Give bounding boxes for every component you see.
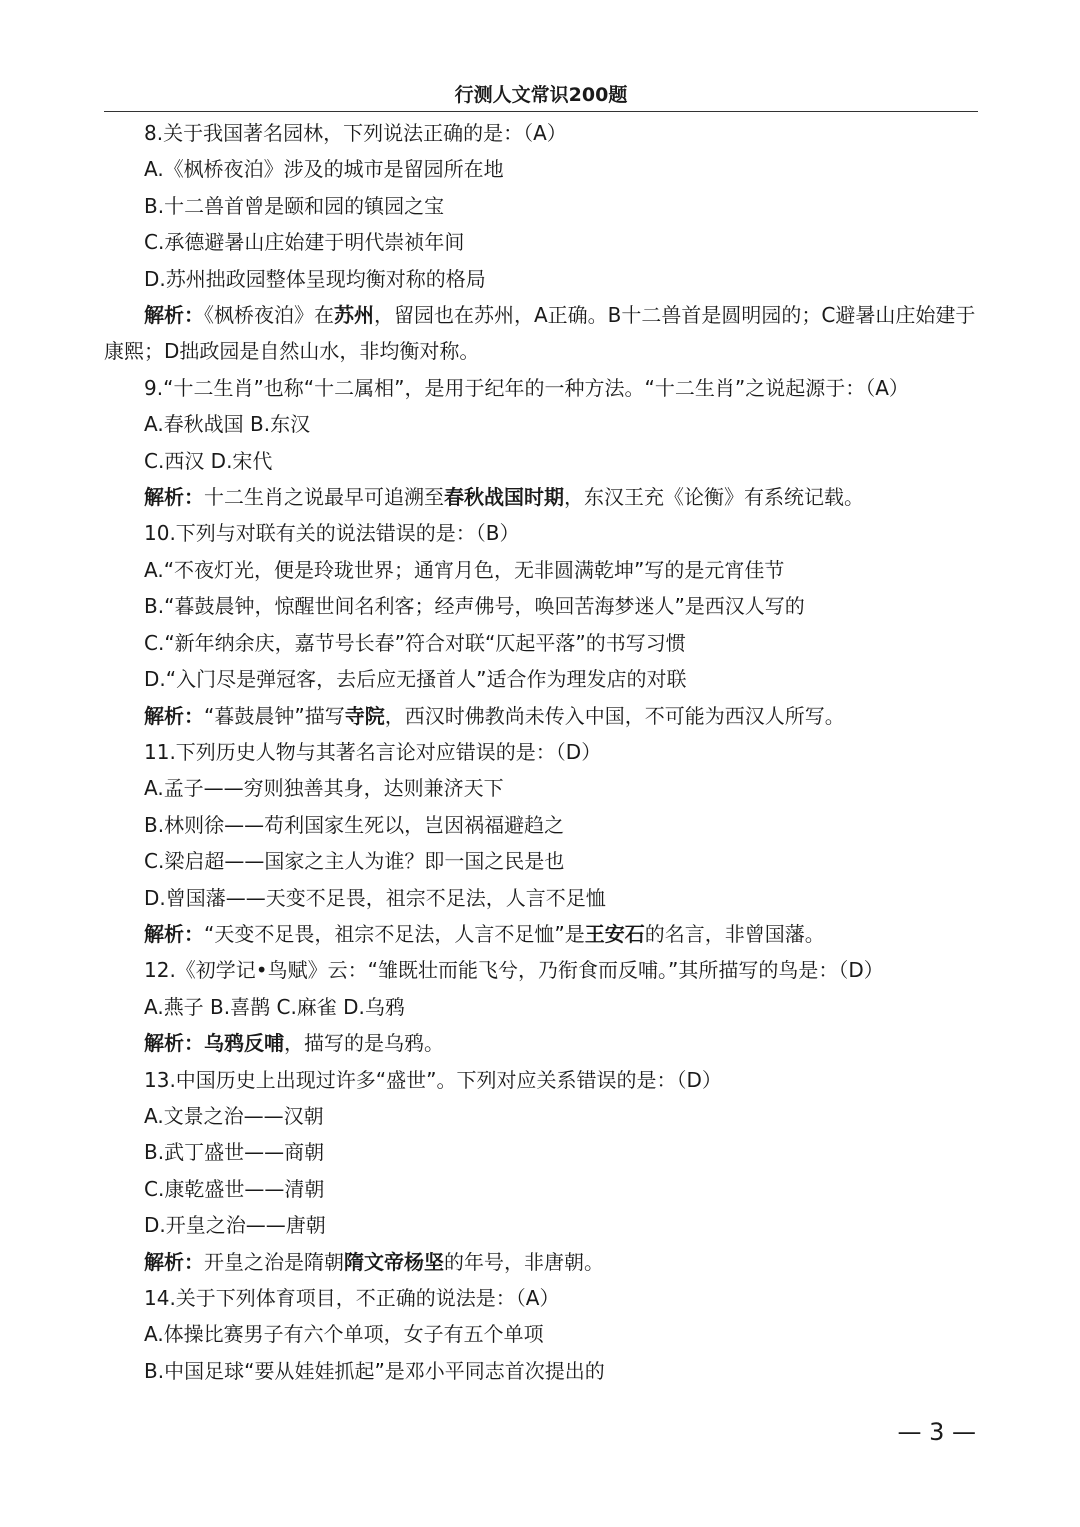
analysis-text: 开皇之治是隋朝 — [204, 1249, 344, 1274]
question-text: 13.中国历史上出现过许多“盛世”。下列对应关系错误的是：（D） — [144, 1067, 722, 1092]
option-text: A.孟子——穷则独善其身，达则兼济天下 — [144, 776, 504, 801]
option-text: C.梁启超——国家之主人为谁？即一国之民是也 — [144, 849, 565, 874]
option-text: D.曾国藩——天变不足畏，祖宗不足法，人言不足恤 — [144, 885, 606, 910]
analysis-keyword: 乌鸦反哺 — [204, 1031, 284, 1056]
option-text: A.燕子 B.喜鹊 C.麻雀 D.乌鸦 — [144, 994, 405, 1019]
analysis-keyword: 春秋战国时期 — [444, 485, 564, 510]
option-text: C.“新年纳余庆，嘉节号长春”符合对联“仄起平落”的书写习惯 — [144, 630, 686, 655]
analysis-label: 解析： — [144, 1031, 204, 1056]
analysis-text: ，描写的是乌鸦。 — [284, 1031, 444, 1056]
analysis-paragraph — [104, 698, 978, 734]
analysis-paragraph — [104, 479, 978, 515]
analysis-text: ，西汉时佛教尚未传入中国，不可能为西汉人所写。 — [384, 703, 845, 728]
analysis-text: ，留园也在苏州，A正确。B十二兽首是圆明园的；C避暑山庄始建于康熙；D拙政园是自然山水，非均衡对称。 — [104, 303, 976, 364]
analysis-text: “暮鼓晨钟”描写 — [204, 703, 345, 728]
option-text: B.“暮鼓晨钟，惊醒世间名利客；经声佛号，唤回苦海梦迷人”是西汉人写的 — [144, 594, 805, 619]
option-text: C.西汉 D.宋代 — [144, 448, 273, 473]
option-text: D.开皇之治——唐朝 — [144, 1213, 326, 1238]
analysis-paragraph — [104, 1025, 978, 1061]
analysis-text: 的名言，非曾国藩。 — [644, 921, 825, 946]
document-body — [104, 115, 978, 1389]
page-header-title: 行测人文常识200题 — [454, 84, 628, 106]
header-divider — [104, 111, 978, 112]
analysis-paragraph — [104, 916, 978, 952]
analysis-label: 解析： — [144, 921, 204, 946]
option-text: A.体操比赛男子有六个单项，女子有五个单项 — [144, 1322, 544, 1347]
option-text: A.《枫桥夜泊》涉及的城市是留园所在地 — [144, 157, 504, 182]
question-text: 9.“十二生肖”也称“十二属相”，是用于纪年的一种方法。“十二生肖”之说起源于：（A） — [144, 375, 909, 400]
question-text: 11.下列历史人物与其著名言论对应错误的是：（D） — [144, 739, 602, 764]
analysis-text: 十二生肖之说最早可追溯至 — [204, 485, 444, 510]
option-text: C.康乾盛世——清朝 — [144, 1176, 325, 1201]
question-text: 14.关于下列体育项目，不正确的说法是：（A） — [144, 1286, 560, 1310]
option-text: B.十二兽首曾是颐和园的镇园之宝 — [144, 193, 445, 218]
analysis-keyword: 寺院 — [344, 703, 385, 728]
option-text: A.“不夜灯光，便是玲珑世界；通宵月色，无非圆满乾坤”写的是元宵佳节 — [144, 557, 785, 582]
analysis-text: “天变不足畏，祖宗不足法，人言不足恤”是 — [204, 921, 585, 946]
option-text: A.春秋战国 B.东汉 — [144, 412, 311, 437]
question-text: 12.《初学记•鸟赋》云：“雏既壮而能飞兮，乃衔食而反哺。”其所描写的鸟是：（D） — [144, 958, 884, 983]
question-text: 10.下列与对联有关的说法错误的是：（B） — [144, 521, 520, 546]
analysis-label: 解析： — [144, 485, 204, 510]
analysis-keyword: 苏州 — [334, 303, 374, 328]
analysis-label: 解析： — [144, 303, 204, 328]
analysis-label: 解析： — [144, 1249, 204, 1274]
question-text: 8.关于我国著名园林，下列说法正确的是：（A） — [144, 121, 567, 145]
analysis-text: ，东汉王充《论衡》有系统记载。 — [564, 485, 864, 510]
option-text: B.武丁盛世——商朝 — [144, 1140, 325, 1165]
option-text: D.苏州拙政园整体呈现均衡对称的格局 — [144, 266, 486, 291]
analysis-keyword: 隋文帝杨坚 — [344, 1249, 444, 1274]
analysis-paragraph — [104, 1244, 978, 1280]
analysis-keyword: 王安石 — [584, 921, 645, 946]
option-text: A.文景之治——汉朝 — [144, 1103, 324, 1128]
page-number: — 3 — — [897, 1418, 976, 1446]
option-text: B.中国足球“要从娃娃抓起”是邓小平同志首次提出的 — [144, 1358, 605, 1383]
analysis-label: 解析： — [144, 703, 204, 728]
option-text: C.承德避暑山庄始建于明代崇祯年间 — [144, 230, 465, 255]
analysis-text: 《枫桥夜泊》在 — [204, 303, 334, 328]
analysis-paragraph — [104, 297, 978, 370]
analysis-text: 的年号，非唐朝。 — [444, 1249, 604, 1274]
option-text: D.“入门尽是弹冠客，去后应无搔首人”适合作为理发店的对联 — [144, 667, 687, 692]
option-text: B.林则徐——苟利国家生死以，岂因祸福避趋之 — [144, 812, 565, 837]
